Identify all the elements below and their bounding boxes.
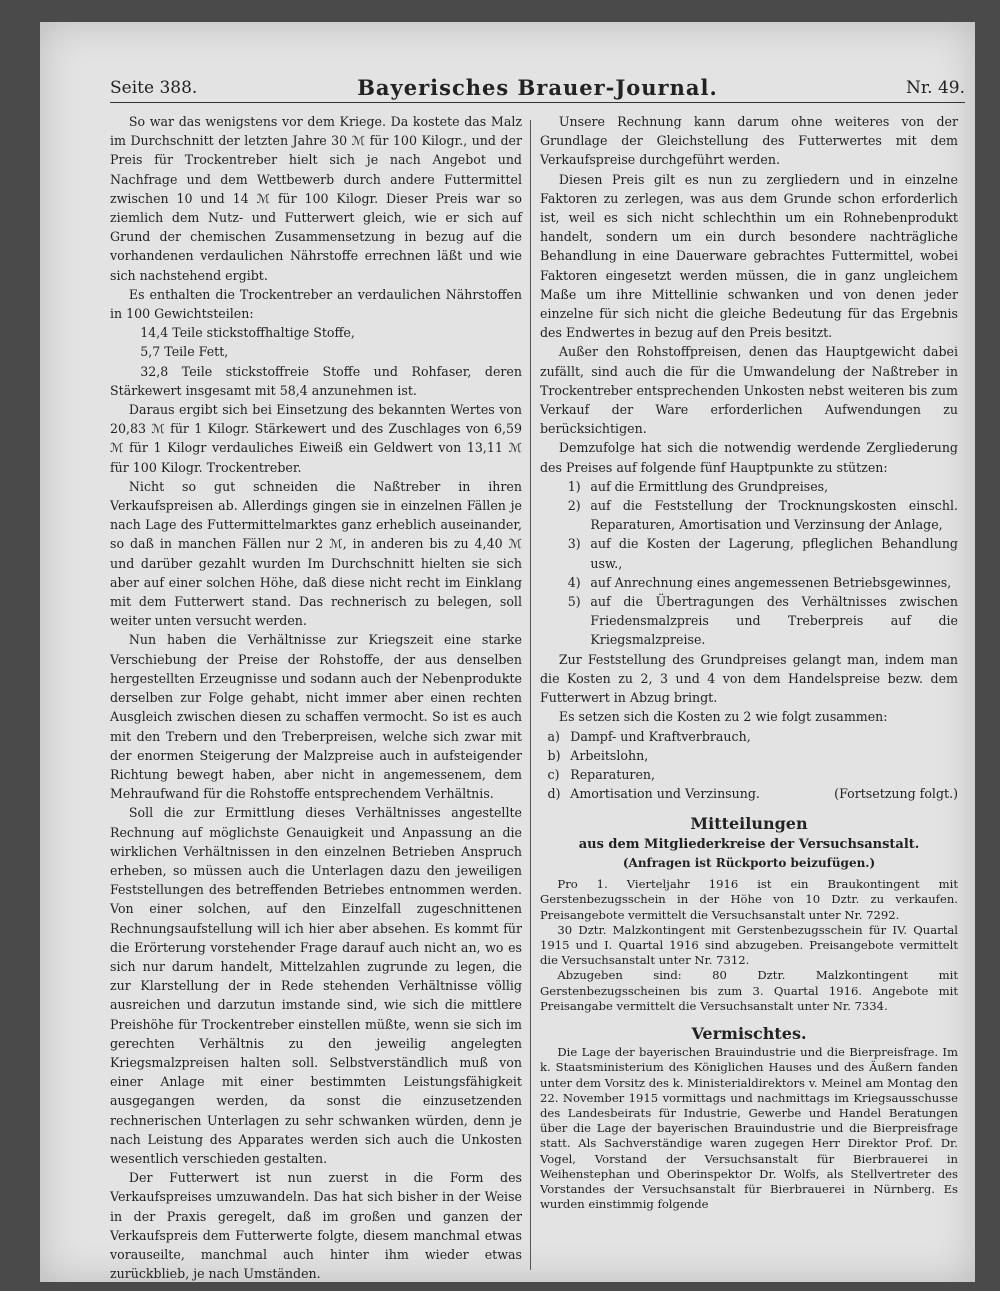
list-text: Reparaturen, (570, 766, 656, 782)
left-column (110, 112, 522, 1282)
list-text: Amortisation und Verzinsung. (570, 786, 760, 802)
column-divider (530, 120, 531, 1270)
notice-paragraph: Abzugeben sind: 80 Dztr. Malzkontingent mit Gerstenbezugsscheinen bis zum 3. Quartal 1916. Angebote mit Preisangabe vermittelt die Versuchsanstalt unter Nr. 7334. (540, 968, 958, 1013)
paragraph: Es enthalten die Trockentreber an verdaulichen Nährstoffen in 100 Gewichtsteilen: (110, 286, 522, 322)
list-text: auf die Kosten der Lagerung, pfleglichen Behandlung usw., (590, 536, 958, 571)
list-text: Arbeitslohn, (570, 747, 649, 763)
list-number: 5) (567, 594, 581, 610)
paragraph: Die Lage der bayerischen Brauindustrie und die Bierpreisfrage. Im k. Staatsministerium des Königlichen Hauses und des Äußern fanden unter dem Vorsitz des k. Ministerialdirektors v. Meinel am Montag den 22. November 1915 vormittags und nachmittags im Kriegsausschusse des Landesbeirats für Industrie, Gewerbe und Handel Beratungen über die Lage der bayerischen Brauindustrie und die Bierpreisfrage statt. Als Sachverständige waren zugegen Herr Direktor Prof. Dr. Vogel, Vorstand der Versuchsanstalt für Bierbrauerei in Weihenstephan und Oberinspektor Dr. Wolfs, als Stellvertreter des Vorstandes der Versuchsanstalt für Bierbrauerei in Nürnberg. Es wurden einstimmig folgende (540, 1045, 958, 1212)
notice-paragraph: 30 Dztr. Malzkontingent mit Gerstenbezugsschein für IV. Quartal 1915 und I. Quartal 1916 sind abzugeben. Preisangebote vermittelt die Versuchsanstalt unter Nr. 7312. (540, 922, 958, 968)
list-item (540, 496, 958, 534)
notice-paragraph: Pro 1. Vierteljahr 1916 ist ein Braukontingent mit Gerstenbezugsschein in der Höhe von 10 Dztr. zu verkaufen. Preisangebote vermittelt die Versuchsanstalt unter Nr. 7292. (540, 877, 958, 922)
paragraph: Nun haben die Verhältnisse zur Kriegszeit eine starke Verschiebung der Preise der Rohstoffe, der aus denselben hergestellten Erzeugnisse und sodann auch der Nebenprodukte derselben zur Folge gehabt, nicht immer aber einen rechten Ausgleich zwischen diesen zu schaffen vermocht. So ist es auch mit den Trebern und den Treberpreisen, welche sich zwar mit der enormen Steigerung der Malzpreise auch in aufsteigender Richtung bewegt haben, aber nicht in angemessenem, dem Mehraufwand für die Rohstoffe entsprechendem Verhältnis. (110, 632, 522, 802)
nutrient-item: 5,7 Teile Fett, (140, 344, 229, 360)
paragraph: Außer den Rohstoffpreisen, denen das Hauptgewicht dabei zufällt, sind auch die für die Umwandelung der Naßtreber in Trockentreber entsprechenden Unkosten nebst weiteren bis zum Verkauf der Ware erforderlichen Aufwendungen zu berücksichtigen. (540, 344, 958, 437)
list-item (540, 573, 958, 592)
list-letter: d) (547, 786, 561, 802)
paragraph: Demzufolge hat sich die notwendig werdende Zergliederung des Preises auf folgende fünf Hauptpunkte zu stützen: (540, 440, 958, 475)
list-number: 2) (567, 498, 581, 514)
nutrient-item: 14,4 Teile stickstoffhaltige Stoffe, (140, 325, 355, 341)
list-number: 3) (567, 536, 581, 552)
paragraph: Soll die zur Ermittlung dieses Verhältnisses angestellte Rechnung auf möglichste Genauigkeit und Anpassung an die wirklichen Verhältnissen in den einzelnen Betrieben Anspruch erheben, so müssen auch die Unterlagen dazu den jeweiligen Feststellungen des betreffenden Betriebes entnommen werden. Von einer solchen, auf den Einzelfall zugeschnittenen Rechnungsaufstellung will ich hier aber absehen. Es kommt für die Erörterung vorstehender Frage darauf auch nicht an, wo es sich nur darum handelt, Mittelzahlen zugrunde zu legen, die zur Klarstellung der in Rede stehenden Verhältnisse völlig ausreichen und darzutun imstande sind, wie sich die mittlere Preishöhe für Trockentreber einstellen müßte, wenn sie sich im gerechten Verhältnis zu den jeweilig angelegten Kriegsmalzpreisen halten soll. Selbstverständlich muß von einer Anlage mit einer bestimmten Leistungsfähigkeit ausgegangen werden, da sonst die einzusetzenden rechnerischen Unterlagen zu sehr schwanken würden, denn je nach Leistung des Apparates werden sich auch die Unkosten wesentlich verschieden gestalten. (110, 805, 522, 1166)
cost-item (540, 727, 958, 746)
paragraph: Nicht so gut schneiden die Naßtreber in ihren Verkaufspreisen ab. Allerdings gingen sie in einzelnen Fällen je nach Lage des Futtermittelmarktes ganz erheblich auseinander, so daß in manchen Fällen nur 2 ℳ, in anderen bis zu 4,40 ℳ und darüber gezahlt wurden Im Durchschnitt hielten sie sich aber auf einer solchen Höhe, daß diese nicht recht im Einklang mit dem Futterwert stand. Das rechnerisch zu belegen, soll weiter unten versucht werden. (110, 478, 522, 629)
issue-number: Nr. 49. (906, 78, 965, 98)
cost-item (540, 746, 958, 765)
newspaper-page (40, 22, 975, 1282)
list-number: 1) (567, 478, 581, 494)
paragraph: Es setzen sich die Kosten zu 2 wie folgt zusammen: (558, 709, 888, 725)
list-text: auf die Ermittlung des Grundpreises, (590, 478, 829, 494)
list-letter: c) (547, 766, 560, 782)
paragraph: Zur Feststellung des Grundpreises gelangt man, indem man die Kosten zu 2, 3 und 4 von dem Handelspreise bezw. dem Futterwert in Abzug bringt. (540, 651, 958, 706)
section-title-mitteilungen: Mitteilungen (690, 813, 808, 833)
page-number: Seite 388. (110, 78, 198, 98)
journal-title: Bayerisches Brauer-Journal. (357, 75, 718, 100)
list-letter: b) (547, 747, 561, 763)
list-text: Dampf- und Kraftverbrauch, (570, 728, 751, 744)
list-item (540, 592, 958, 650)
section-note: (Anfragen ist Rückporto beizufügen.) (622, 855, 876, 870)
cost-item (540, 765, 958, 784)
list-text: auf Anrechnung eines angemessenen Betriebsgewinnes, (590, 574, 952, 590)
continued-note: (Fortsetzung folgt.) (834, 786, 958, 802)
list-number: 4) (567, 574, 581, 590)
nutrient-item: 32,8 Teile stickstoffreie Stoffe und Rohfaser, deren Stärkewert insgesamt mit 58,4 anzunehmen ist. (110, 363, 522, 398)
paragraph: So war das wenigstens vor dem Kriege. Da kostete das Malz im Durchschnitt der letzten Jahre 30 ℳ für 100 Kilogr., und der Preis für Trockentreber hielt sich je nach Angebot und Nachfrage und dem Wettbewerb durch andere Futtermittel zwischen 10 und 14 ℳ für 100 Kilogr. Dieser Preis war so ziemlich dem Nutz- und Futterwert gleich, wie er sich auf Grund der chemischen Zusammensetzung in bezug auf die vorhandenen verdaulichen Nährstoffe errechnen läßt und wie sich nachstehend ergibt. (110, 114, 522, 283)
section-title-vermischtes: Vermischtes. (691, 1023, 807, 1043)
section-subtitle: aus dem Mitgliederkreise der Versuchsanstalt. (578, 836, 920, 852)
right-column (540, 112, 958, 1212)
page-header (110, 70, 965, 103)
paragraph: Der Futterwert ist nun zuerst in die Form des Verkaufspreises umzuwandeln. Das hat sich bisher in der Weise in der Praxis geregelt, daß im großen und ganzen der Verkaufspreis dem Futterwerte folgte, diesem manchmal etwas vorauseilte, manchmal auch hinter ihm wieder etwas zurückblieb, je nach Umständen. (110, 1170, 522, 1282)
paragraph: Daraus ergibt sich bei Einsetzung des bekannten Wertes von 20,83 ℳ für 1 Kilogr. Stärkewert und des Zuschlages von 6,59 ℳ für 1 Kilogr verdauliches Eiweiß ein Geldwert von 13,11 ℳ für 100 Kilogr. Trockentreber. (110, 402, 522, 475)
paragraph: Diesen Preis gilt es nun zu zergliedern und in einzelne Faktoren zu zerlegen, was aus dem Grunde schon erforderlich ist, weil es sich nicht schlechthin um ein Rohnebenprodukt handelt, sondern um ein durch besondere nachträgliche Behandlung in eine Dauerware gebrachtes Futtermittel, wobei Faktoren eingesetzt werden müssen, die in ganz ungleichem Maße um ihre Mittellinie schwanken und von denen jeder einzelne für sich nicht die gleiche Bedeutung für das Ergebnis des Endwertes in bezug auf den Preis besitzt. (540, 171, 958, 341)
list-letter: a) (547, 728, 560, 744)
paragraph: Unsere Rechnung kann darum ohne weiteres von der Grundlage der Gleichstellung des Futterwertes mit dem Verkaufspreise durchgeführt werden. (540, 114, 958, 168)
list-item (540, 477, 958, 496)
list-text: auf die Feststellung der Trocknungskosten einschl. Reparaturen, Amortisation und Verzinsung der Anlage, (590, 498, 958, 533)
list-item (540, 534, 958, 572)
list-text: auf die Übertragungen des Verhältnisses zwischen Friedensmalzpreis und Treberpreis auf die Kriegsmalzpreise. (590, 594, 958, 648)
